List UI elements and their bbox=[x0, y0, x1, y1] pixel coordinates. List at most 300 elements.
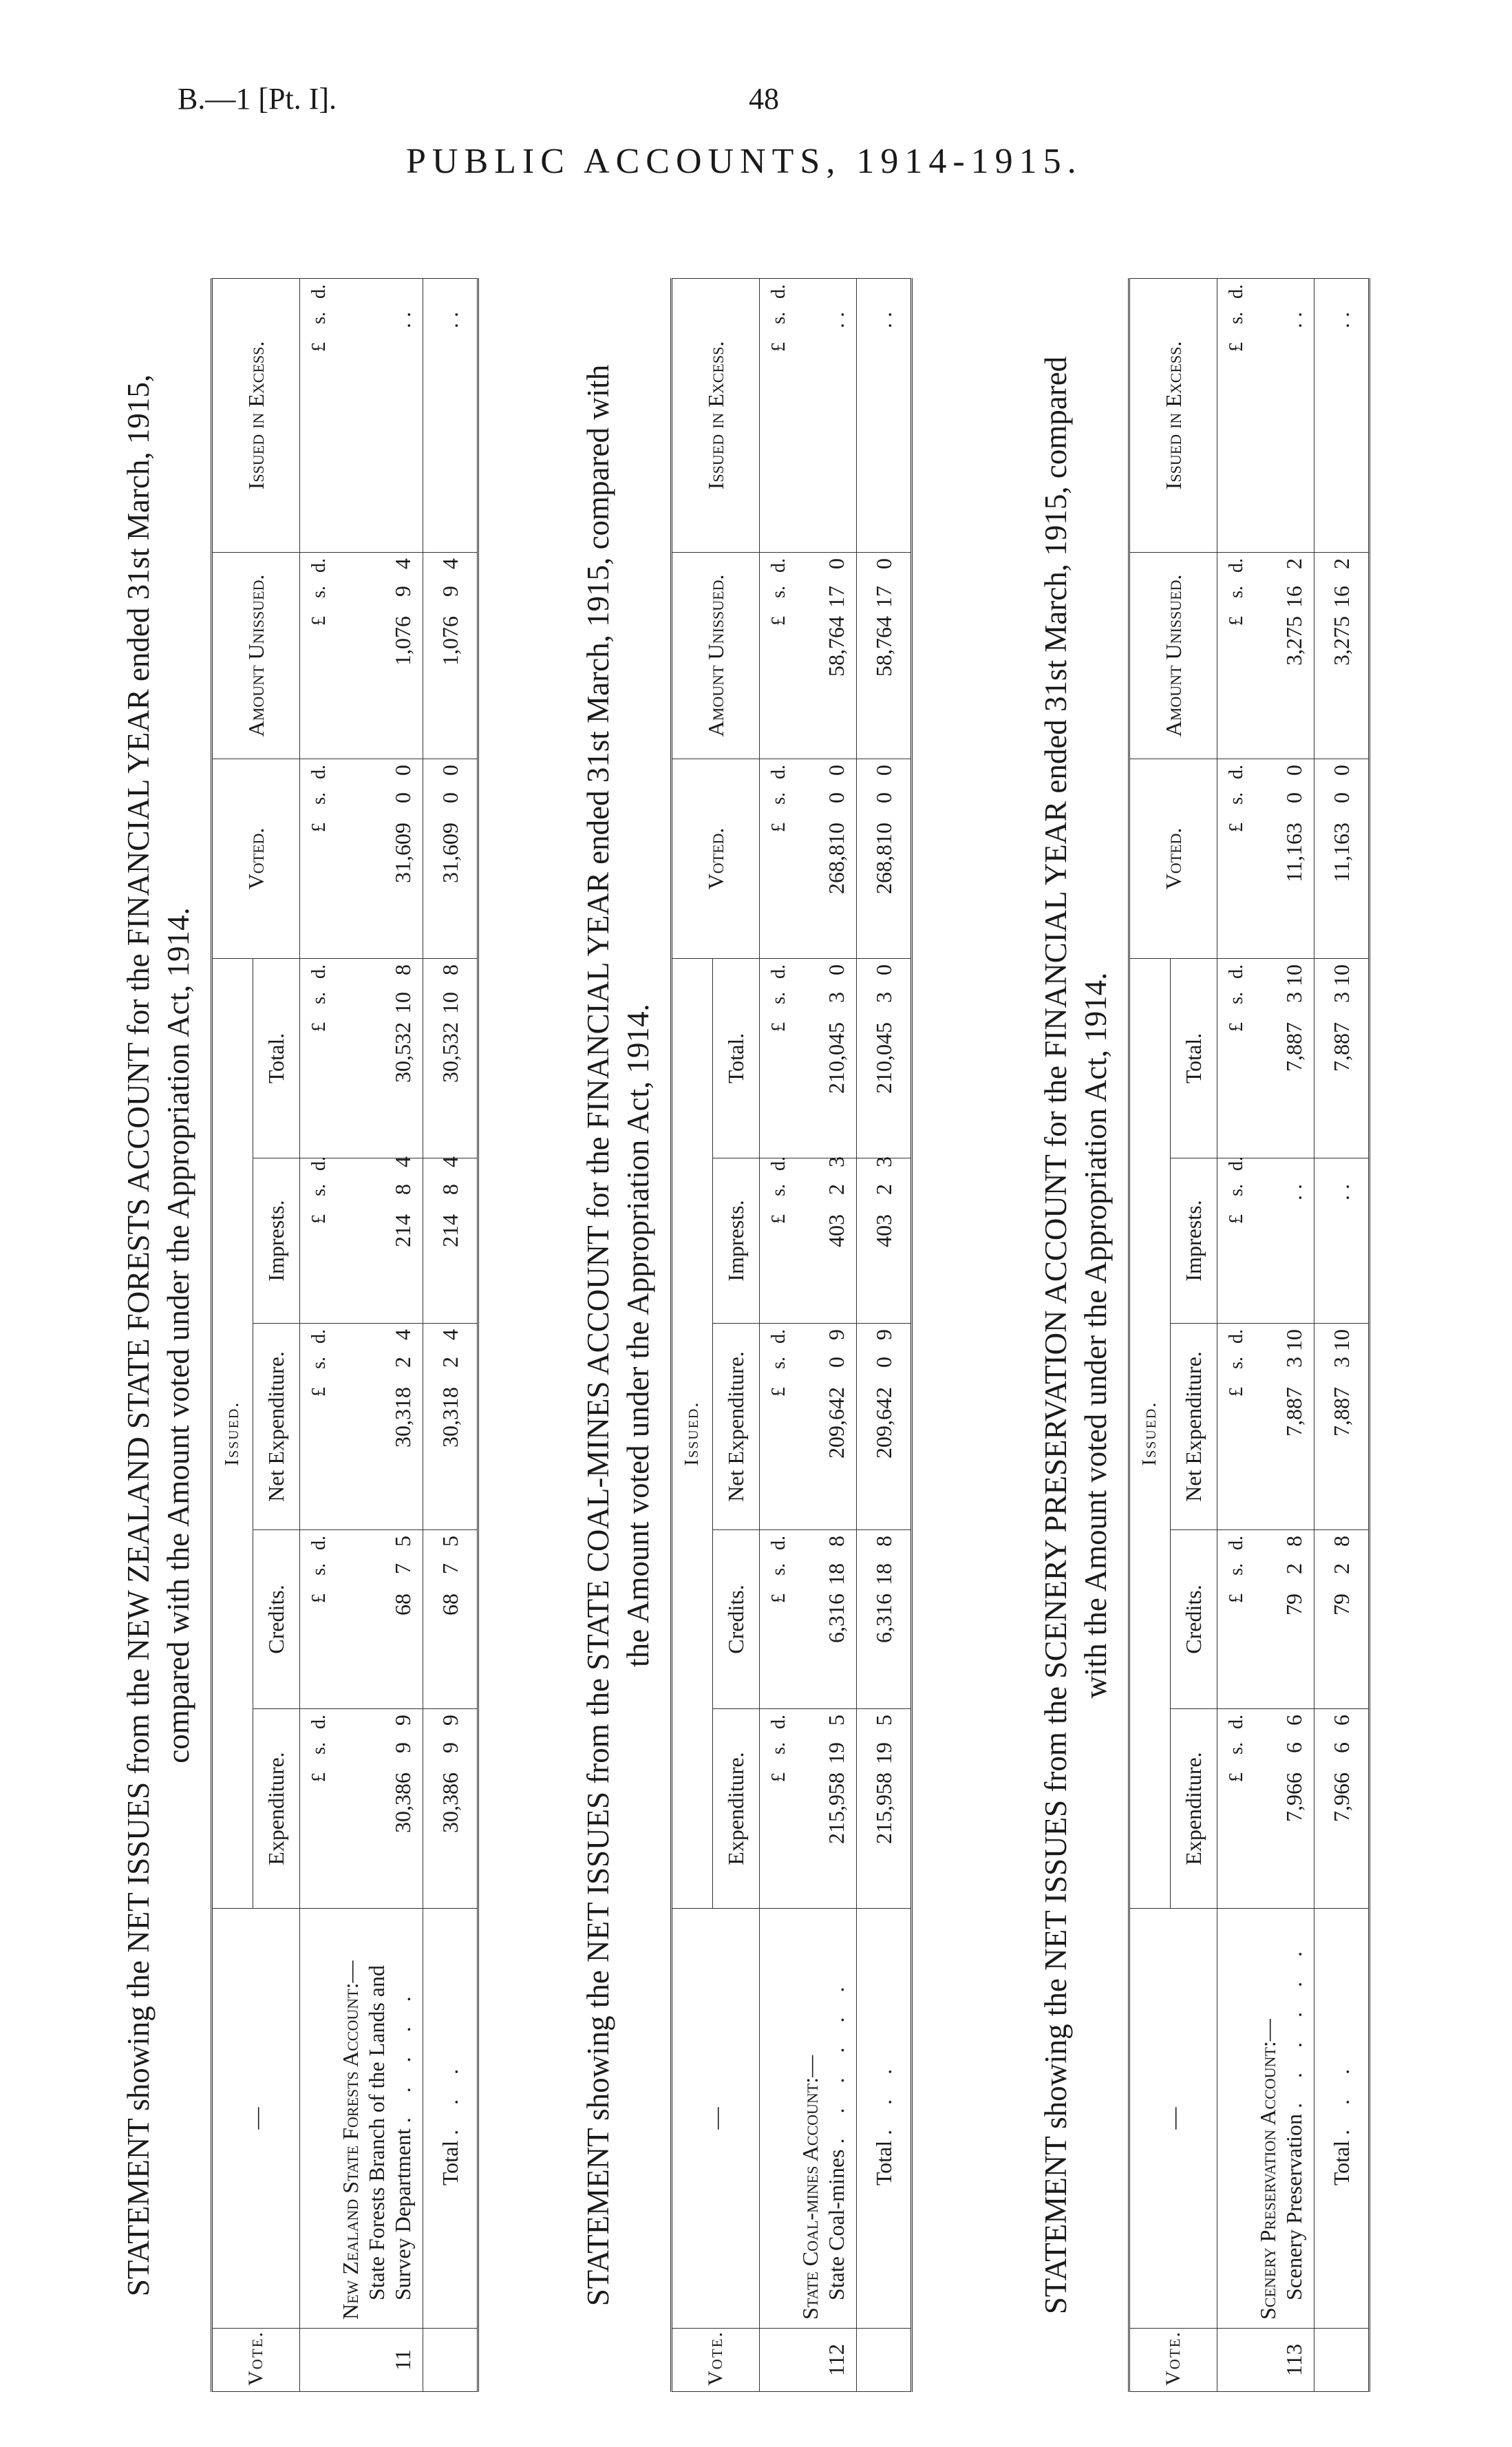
amount-unissued-total bbox=[857, 552, 912, 759]
pence-value: 4 bbox=[437, 1156, 462, 1167]
imprests-column-header: Imprests. bbox=[253, 1158, 300, 1324]
pounds-value: 7,887 bbox=[1281, 1387, 1306, 1437]
net-expenditure-total bbox=[423, 1324, 478, 1530]
issued-in-excess-total bbox=[423, 278, 478, 552]
pence-value: 0 bbox=[1281, 764, 1306, 776]
pence-value: 0 bbox=[871, 964, 896, 975]
vote-number: 113 bbox=[1252, 2329, 1314, 2392]
net-expenditure-column-header: Net Expenditure. bbox=[253, 1324, 300, 1530]
pounds-value: 7,887 bbox=[1328, 1021, 1354, 1072]
pound-unit: £ bbox=[768, 615, 789, 626]
pounds-value: 30,386 bbox=[437, 1772, 462, 1833]
issued-group-header: Issued. bbox=[212, 958, 253, 1908]
shillings-value: 17 bbox=[871, 585, 896, 608]
pence-value: 6 bbox=[1281, 1715, 1306, 1726]
shillings-unit: s. bbox=[768, 311, 789, 324]
pence-value: 8 bbox=[824, 1536, 849, 1547]
imprests-column-header: Imprests. bbox=[713, 1158, 760, 1324]
expenditure-column-header: Expenditure. bbox=[713, 1709, 760, 1909]
pence-value: 10 bbox=[1281, 964, 1306, 986]
issued-in-excess-column-header: Issued in Excess. bbox=[1129, 278, 1217, 552]
issued-in-excess-total bbox=[857, 278, 912, 552]
pounds-value: 3,275 bbox=[1328, 615, 1354, 666]
shillings-value: . . bbox=[390, 311, 415, 328]
pounds-value: 7,966 bbox=[1281, 1772, 1306, 1822]
shillings-value: 0 bbox=[871, 792, 896, 803]
amount-unissued-column-header: Amount Unissued. bbox=[1129, 552, 1217, 759]
statement-caption bbox=[118, 279, 200, 2392]
shillings-value: 6 bbox=[1281, 1742, 1306, 1753]
pounds-value: 68 bbox=[390, 1593, 415, 1616]
pounds-value: 30,318 bbox=[390, 1387, 415, 1448]
pounds-value: 58,764 bbox=[824, 615, 849, 677]
shillings-value: 3 bbox=[1328, 991, 1354, 1003]
pence-value: 10 bbox=[1281, 1329, 1306, 1351]
shillings-value: 2 bbox=[390, 1357, 415, 1368]
pence-unit: d. bbox=[768, 558, 789, 573]
shillings-value: . . bbox=[871, 311, 896, 328]
pence-value: 9 bbox=[437, 1715, 462, 1726]
pence-value: 4 bbox=[390, 558, 415, 569]
imprests-total bbox=[857, 1158, 912, 1324]
net-expenditure-column-header: Net Expenditure. bbox=[713, 1324, 760, 1530]
pence-unit: d. bbox=[308, 1715, 330, 1729]
credits-cell bbox=[794, 1530, 857, 1709]
shillings-value: . . bbox=[1281, 311, 1306, 328]
shillings-value: 10 bbox=[437, 991, 462, 1014]
amount-unissued-total bbox=[1314, 552, 1370, 759]
pound-unit: £ bbox=[308, 1214, 330, 1224]
page-title: PUBLIC ACCOUNTS, 1914-1915. bbox=[406, 142, 1083, 181]
shillings-value: 7 bbox=[390, 1563, 415, 1574]
vote-column-header: Vote. bbox=[672, 2329, 760, 2392]
pounds-value: 7,966 bbox=[1328, 1772, 1354, 1822]
statement-state-forests bbox=[118, 279, 479, 2392]
pound-unit: £ bbox=[1226, 822, 1247, 832]
pounds-value: 6,316 bbox=[824, 1593, 849, 1643]
pounds-value: 215,958 bbox=[871, 1772, 896, 1844]
pound-unit: £ bbox=[308, 1021, 330, 1032]
shillings-unit: s. bbox=[1226, 1184, 1247, 1196]
imprests-total bbox=[1314, 1158, 1370, 1324]
pounds-value: 403 bbox=[871, 1214, 896, 1247]
pence-value: 0 bbox=[824, 964, 849, 975]
pence-unit: d. bbox=[308, 764, 330, 779]
currency-units-row bbox=[1217, 278, 1253, 2391]
total-cell bbox=[334, 958, 423, 1158]
shillings-value: 16 bbox=[1328, 585, 1354, 608]
shillings-unit: s. bbox=[308, 585, 330, 598]
shillings-value: 9 bbox=[437, 585, 462, 597]
pence-value: 4 bbox=[437, 558, 462, 569]
shillings-value: . . bbox=[1328, 1184, 1354, 1200]
pound-unit: £ bbox=[768, 1772, 789, 1782]
total-label: Total . . . bbox=[857, 1909, 912, 2329]
pence-value: 3 bbox=[871, 1156, 896, 1167]
pence-unit: d. bbox=[308, 284, 330, 299]
shillings-value: 3 bbox=[1328, 1357, 1354, 1368]
shillings-value: 16 bbox=[1281, 585, 1306, 608]
pound-unit: £ bbox=[308, 1387, 330, 1397]
pounds-value: 11,163 bbox=[1328, 822, 1354, 882]
shillings-value: . . bbox=[824, 311, 849, 328]
account-item: Scenery Preservation . . . . . . bbox=[1281, 1941, 1306, 2300]
pence-value: 5 bbox=[871, 1715, 896, 1726]
currency-units-row bbox=[760, 278, 795, 2391]
credits-total bbox=[857, 1530, 912, 1709]
pence-value: 8 bbox=[871, 1536, 896, 1547]
pence-value: 8 bbox=[390, 964, 415, 975]
shillings-value: . . bbox=[1328, 311, 1354, 328]
imprests-cell bbox=[1252, 1158, 1314, 1324]
pound-unit: £ bbox=[768, 1214, 789, 1224]
pence-value: 0 bbox=[390, 764, 415, 776]
pound-unit: £ bbox=[1226, 1387, 1247, 1397]
shillings-value: 2 bbox=[1281, 1563, 1306, 1574]
pence-value: 0 bbox=[824, 764, 849, 776]
issued-in-excess-total bbox=[1314, 278, 1370, 552]
page-reference: B.—1 [Pt. I]. bbox=[178, 82, 337, 116]
pounds-value: 79 bbox=[1281, 1593, 1306, 1616]
pound-unit: £ bbox=[768, 1021, 789, 1032]
shillings-unit: s. bbox=[1226, 1357, 1247, 1369]
total-total bbox=[857, 958, 912, 1158]
pence-unit: d. bbox=[1226, 558, 1247, 573]
shillings-value: 3 bbox=[1281, 991, 1306, 1003]
issued-group-header: Issued. bbox=[672, 958, 713, 1908]
shillings-unit: s. bbox=[1226, 585, 1247, 598]
shillings-value: 10 bbox=[390, 991, 415, 1014]
shillings-value: 3 bbox=[824, 991, 849, 1003]
voted-total bbox=[857, 759, 912, 958]
currency-units-row bbox=[300, 278, 335, 2391]
pound-unit: £ bbox=[308, 1593, 330, 1603]
pounds-value: 68 bbox=[437, 1593, 462, 1616]
total-total bbox=[1314, 958, 1370, 1158]
net-expenditure-cell bbox=[334, 1324, 423, 1530]
shillings-value: 18 bbox=[824, 1563, 849, 1585]
vote-column-header: Vote. bbox=[212, 2329, 300, 2392]
statement-table bbox=[211, 278, 479, 2392]
pounds-value: 403 bbox=[824, 1214, 849, 1247]
amount-unissued-total bbox=[423, 552, 478, 759]
pence-unit: d. bbox=[1226, 284, 1247, 299]
issued-in-excess-cell bbox=[334, 278, 423, 552]
statement-table bbox=[670, 278, 913, 2392]
shillings-value: 0 bbox=[1281, 792, 1306, 803]
pounds-value: 31,609 bbox=[390, 822, 415, 883]
pence-unit: d. bbox=[768, 284, 789, 299]
shillings-value: 2 bbox=[1328, 1563, 1354, 1574]
voted-total bbox=[1314, 759, 1370, 958]
shillings-unit: s. bbox=[768, 1563, 789, 1576]
page-number: 48 bbox=[749, 82, 779, 116]
pence-unit: d. bbox=[768, 1715, 789, 1729]
expenditure-total bbox=[1314, 1709, 1370, 1909]
pence-value: 8 bbox=[1328, 1536, 1354, 1547]
vote-number: 11 bbox=[334, 2329, 423, 2392]
description-column-header: — bbox=[212, 1909, 300, 2329]
pound-unit: £ bbox=[1226, 1021, 1247, 1032]
credits-total bbox=[1314, 1530, 1370, 1709]
vote-number: 112 bbox=[794, 2329, 857, 2392]
amount-unissued-cell bbox=[794, 552, 857, 759]
pence-value: 2 bbox=[1328, 558, 1354, 569]
pence-value: 0 bbox=[824, 558, 849, 569]
pence-unit: d. bbox=[768, 1329, 789, 1344]
shillings-value: 0 bbox=[824, 1357, 849, 1368]
imprests-total bbox=[423, 1158, 478, 1324]
pounds-value: 209,642 bbox=[871, 1387, 896, 1459]
voted-cell bbox=[334, 759, 423, 958]
shillings-value: 3 bbox=[871, 991, 896, 1003]
voted-cell bbox=[794, 759, 857, 958]
account-name: Scenery Preservation Account:— bbox=[1255, 2019, 1280, 2320]
total-label: Total . . . bbox=[1314, 1909, 1370, 2329]
shillings-value: 0 bbox=[390, 792, 415, 803]
expenditure-total bbox=[423, 1709, 478, 1909]
caption-line-2: with the Amount voted under the Appropriation Act, 1914. bbox=[1078, 972, 1113, 1699]
pence-unit: d. bbox=[1226, 964, 1247, 979]
pounds-value: 210,045 bbox=[824, 1021, 849, 1094]
voted-column-header: Voted. bbox=[1129, 759, 1217, 958]
net-expenditure-cell bbox=[794, 1324, 857, 1530]
pounds-value: 1,076 bbox=[390, 615, 415, 666]
pound-unit: £ bbox=[1226, 341, 1247, 352]
total-cell bbox=[1252, 958, 1314, 1158]
pound-unit: £ bbox=[768, 341, 789, 352]
issued-in-excess-cell bbox=[1252, 278, 1314, 552]
voted-column-header: Voted. bbox=[672, 759, 760, 958]
statement-state-coal-mines bbox=[578, 279, 913, 2392]
pounds-value: 209,642 bbox=[824, 1387, 849, 1459]
description-column-header: — bbox=[672, 1909, 760, 2329]
pence-value: 4 bbox=[437, 1329, 462, 1340]
voted-column-header: Voted. bbox=[212, 759, 300, 958]
statement-table bbox=[1128, 278, 1370, 2392]
net-expenditure-total bbox=[857, 1324, 912, 1530]
caption-line-1: STATEMENT showing the NET ISSUES from the STATE COAL-MINES ACCOUNT for the FINANCIAL YEAR ended 31st March, 1915, compared with bbox=[581, 364, 615, 2307]
shillings-unit: s. bbox=[1226, 1742, 1247, 1755]
pence-value: 10 bbox=[1328, 1329, 1354, 1351]
shillings-value: 7 bbox=[437, 1563, 462, 1574]
credits-cell bbox=[334, 1530, 423, 1709]
amount-unissued-column-header: Amount Unissued. bbox=[212, 552, 300, 759]
pounds-value: 79 bbox=[1328, 1593, 1354, 1616]
pence-value: 8 bbox=[437, 964, 462, 975]
shillings-unit: s. bbox=[308, 311, 330, 324]
total-row bbox=[423, 278, 478, 2391]
pounds-value: 31,609 bbox=[437, 822, 462, 883]
shillings-value: 2 bbox=[871, 1184, 896, 1195]
pence-unit: d. bbox=[768, 764, 789, 779]
pounds-value: 11,163 bbox=[1281, 822, 1306, 882]
shillings-value: 19 bbox=[871, 1742, 896, 1764]
shillings-value: 9 bbox=[390, 1742, 415, 1753]
issued-group-header: Issued. bbox=[1129, 958, 1171, 1908]
caption-line-1: STATEMENT showing the NET ISSUES from the NEW ZEALAND STATE FORESTS ACCOUNT for the FINANCIAL YEAR ended 31st March, 1915, bbox=[121, 374, 156, 2297]
pound-unit: £ bbox=[308, 341, 330, 352]
shillings-value: . . bbox=[1281, 1184, 1306, 1200]
pence-unit: d. bbox=[1226, 1156, 1247, 1171]
shillings-unit: s. bbox=[1226, 1563, 1247, 1576]
account-name: New Zealand State Forests Account:— bbox=[338, 1960, 363, 2320]
total-row bbox=[1314, 278, 1370, 2391]
caption-line-1: STATEMENT showing the NET ISSUES from the SCENERY PRESERVATION ACCOUNT for the FINANCIAL YEAR ended 31st March, 1915, compared bbox=[1039, 356, 1073, 2315]
pound-unit: £ bbox=[768, 1593, 789, 1603]
account-description bbox=[334, 1909, 423, 2329]
pound-unit: £ bbox=[1226, 1214, 1247, 1224]
pound-unit: £ bbox=[308, 1772, 330, 1782]
expenditure-cell bbox=[1252, 1709, 1314, 1909]
pence-value: 10 bbox=[1328, 964, 1354, 986]
pence-value: 6 bbox=[1328, 1715, 1354, 1726]
net-expenditure-total bbox=[1314, 1324, 1370, 1530]
account-description bbox=[794, 1909, 857, 2329]
shillings-unit: s. bbox=[1226, 311, 1247, 324]
shillings-unit: s. bbox=[768, 1742, 789, 1755]
table-row bbox=[334, 278, 423, 2391]
total-row bbox=[857, 278, 912, 2391]
pounds-value: 3,275 bbox=[1281, 615, 1306, 666]
pence-value: 5 bbox=[824, 1715, 849, 1726]
shillings-value: 0 bbox=[437, 792, 462, 803]
pounds-value: 30,532 bbox=[390, 1021, 415, 1083]
pence-value: 5 bbox=[390, 1536, 415, 1547]
shillings-unit: s. bbox=[768, 1184, 789, 1196]
amount-unissued-cell bbox=[334, 552, 423, 759]
pounds-value: 268,810 bbox=[824, 822, 849, 894]
shillings-value: 8 bbox=[437, 1184, 462, 1195]
account-item: State Forests Branch of the Lands and Survey Department . . . . . bbox=[364, 1965, 415, 2300]
pound-unit: £ bbox=[768, 1387, 789, 1397]
shillings-value: 0 bbox=[871, 1357, 896, 1368]
pounds-value: 210,045 bbox=[871, 1021, 896, 1094]
statement-scenery-preservation bbox=[1036, 279, 1370, 2392]
shillings-unit: s. bbox=[308, 991, 330, 1004]
pounds-value: 6,316 bbox=[871, 1593, 896, 1643]
shillings-value: 2 bbox=[437, 1357, 462, 1368]
amount-unissued-cell bbox=[1252, 552, 1314, 759]
pence-unit: d. bbox=[308, 558, 330, 573]
pence-value: 3 bbox=[824, 1156, 849, 1167]
pence-value: 0 bbox=[437, 764, 462, 776]
pence-value: 0 bbox=[1328, 764, 1354, 776]
shillings-unit: s. bbox=[768, 792, 789, 805]
shillings-value: . . bbox=[437, 311, 462, 328]
pounds-value: 1,076 bbox=[437, 615, 462, 666]
total-column-header: Total. bbox=[1171, 958, 1217, 1158]
caption-line-2: compared with the Amount voted under the Appropriation Act, 1914. bbox=[161, 907, 195, 1763]
shillings-unit: s. bbox=[768, 1357, 789, 1369]
imprests-column-header: Imprests. bbox=[1171, 1158, 1217, 1324]
pound-unit: £ bbox=[308, 822, 330, 832]
shillings-unit: s. bbox=[308, 1357, 330, 1369]
total-column-header: Total. bbox=[253, 958, 300, 1158]
pence-value: 5 bbox=[437, 1536, 462, 1547]
expenditure-total bbox=[857, 1709, 912, 1909]
statement-caption bbox=[578, 279, 659, 2392]
net-expenditure-column-header: Net Expenditure. bbox=[1171, 1324, 1217, 1530]
credits-total bbox=[423, 1530, 478, 1709]
shillings-unit: s. bbox=[308, 1563, 330, 1576]
imprests-cell bbox=[794, 1158, 857, 1324]
pence-value: 0 bbox=[871, 764, 896, 776]
total-cell bbox=[794, 958, 857, 1158]
pound-unit: £ bbox=[1226, 615, 1247, 626]
voted-total bbox=[423, 759, 478, 958]
pence-unit: d. bbox=[768, 1536, 789, 1550]
pence-unit: d. bbox=[1226, 1715, 1247, 1729]
issued-in-excess-column-header: Issued in Excess. bbox=[672, 278, 760, 552]
pounds-value: 214 bbox=[390, 1214, 415, 1247]
total-column-header: Total. bbox=[713, 958, 760, 1158]
credits-cell bbox=[1252, 1530, 1314, 1709]
shillings-value: 18 bbox=[871, 1563, 896, 1585]
pence-unit: d. bbox=[1226, 764, 1247, 779]
issued-in-excess-cell bbox=[794, 278, 857, 552]
description-column-header: — bbox=[1129, 1909, 1217, 2329]
pound-unit: £ bbox=[768, 822, 789, 832]
pence-value: 9 bbox=[390, 1715, 415, 1726]
pounds-value: 30,386 bbox=[390, 1772, 415, 1833]
pound-unit: £ bbox=[1226, 1593, 1247, 1603]
shillings-unit: s. bbox=[768, 585, 789, 598]
pence-unit: d. bbox=[308, 1329, 330, 1344]
total-total bbox=[423, 958, 478, 1158]
credits-column-header: Credits. bbox=[1171, 1530, 1217, 1709]
pence-unit: d. bbox=[1226, 1536, 1247, 1550]
caption-line-2: the Amount voted under the Appropriation Act, 1914. bbox=[621, 1004, 655, 1667]
pence-unit: d. bbox=[308, 1536, 330, 1550]
expenditure-cell bbox=[794, 1709, 857, 1909]
total-label: Total . . . bbox=[423, 1909, 478, 2329]
pounds-value: 215,958 bbox=[824, 1772, 849, 1844]
pence-value: 9 bbox=[871, 1329, 896, 1340]
pounds-value: 30,318 bbox=[437, 1387, 462, 1448]
net-expenditure-cell bbox=[1252, 1324, 1314, 1530]
shillings-value: 9 bbox=[437, 1742, 462, 1753]
voted-cell bbox=[1252, 759, 1314, 958]
pound-unit: £ bbox=[1226, 1772, 1247, 1782]
expenditure-column-header: Expenditure. bbox=[253, 1709, 300, 1909]
pence-unit: d. bbox=[308, 964, 330, 979]
shillings-value: 8 bbox=[390, 1184, 415, 1195]
pounds-value: 214 bbox=[437, 1214, 462, 1247]
shillings-value: 0 bbox=[1328, 792, 1354, 803]
shillings-unit: s. bbox=[308, 1742, 330, 1755]
shillings-value: 3 bbox=[1281, 1357, 1306, 1368]
statement-caption bbox=[1036, 279, 1117, 2392]
pence-unit: d. bbox=[308, 1156, 330, 1171]
shillings-value: 19 bbox=[824, 1742, 849, 1764]
issued-in-excess-column-header: Issued in Excess. bbox=[212, 278, 300, 552]
pence-value: 0 bbox=[871, 558, 896, 569]
pounds-value: 268,810 bbox=[871, 822, 896, 894]
shillings-value: 6 bbox=[1328, 1742, 1354, 1753]
credits-column-header: Credits. bbox=[713, 1530, 760, 1709]
shillings-value: 2 bbox=[824, 1184, 849, 1195]
shillings-unit: s. bbox=[768, 991, 789, 1004]
credits-column-header: Credits. bbox=[253, 1530, 300, 1709]
pounds-value: 7,887 bbox=[1328, 1387, 1354, 1437]
pence-value: 8 bbox=[1281, 1536, 1306, 1547]
shillings-unit: s. bbox=[1226, 991, 1247, 1004]
pence-value: 2 bbox=[1281, 558, 1306, 569]
expenditure-cell bbox=[334, 1709, 423, 1909]
imprests-cell bbox=[334, 1158, 423, 1324]
pence-value: 9 bbox=[824, 1329, 849, 1340]
